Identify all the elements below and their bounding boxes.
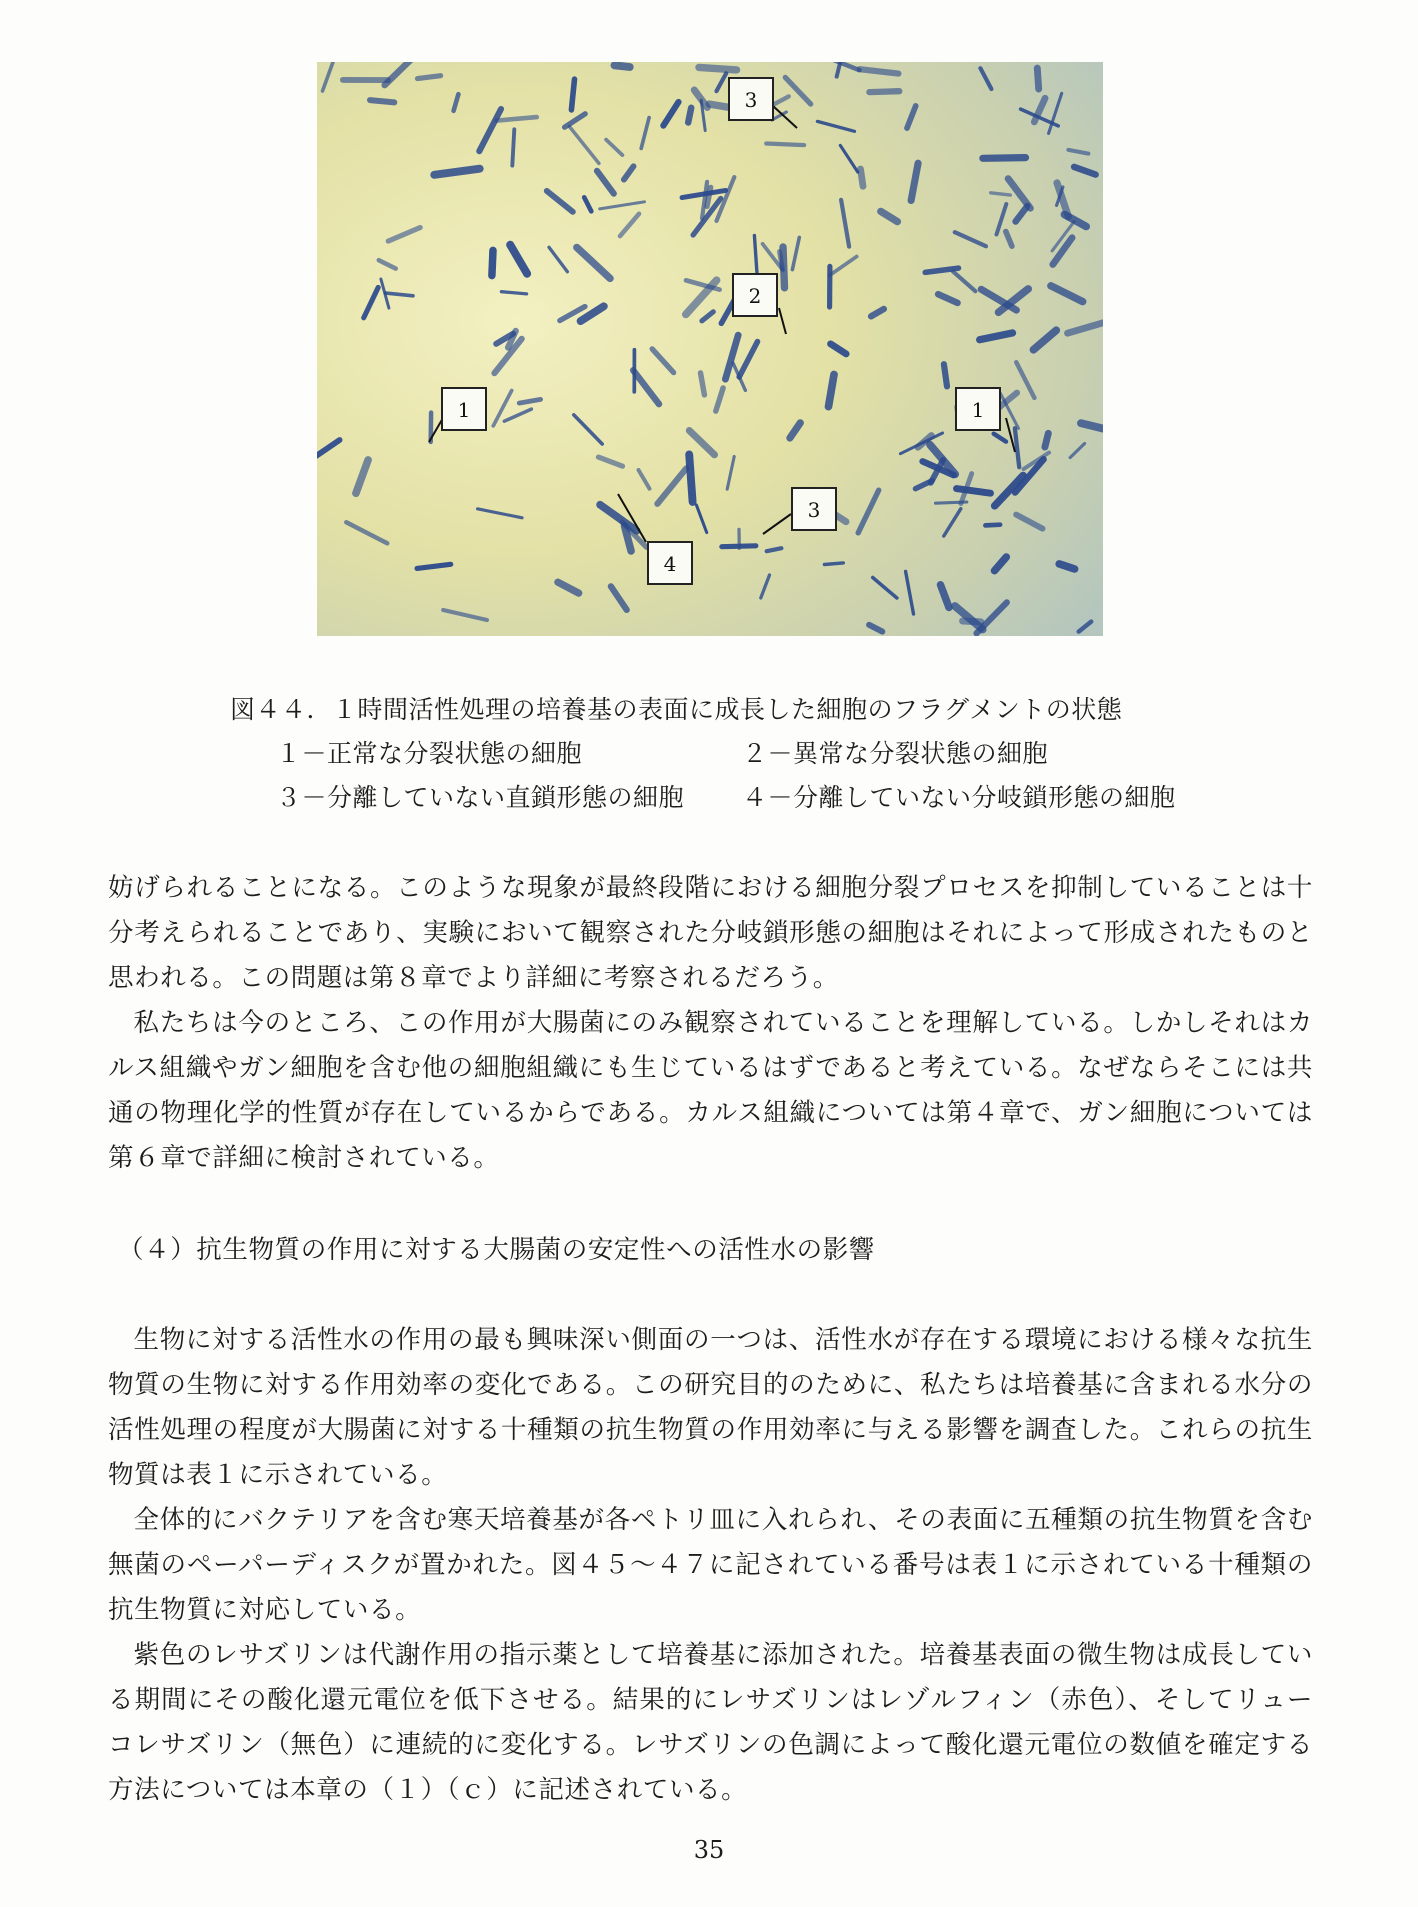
micrograph-image bbox=[317, 62, 1103, 636]
bacterial-cell bbox=[783, 247, 785, 288]
bacterial-cell bbox=[571, 79, 574, 110]
label-number: 2 bbox=[748, 284, 762, 308]
bacterial-cell bbox=[370, 100, 394, 102]
bacterial-cell bbox=[709, 104, 729, 107]
bacterial-cell bbox=[869, 91, 899, 92]
bacterial-cell bbox=[957, 489, 991, 494]
bacterial-cell bbox=[1037, 68, 1038, 89]
label-number: 3 bbox=[744, 88, 758, 112]
caption-legend-1: １－正常な分裂状態の細胞 bbox=[276, 739, 583, 768]
body-text-1 bbox=[108, 866, 1313, 1181]
section-heading: （４）抗生物質の作用に対する大腸菌の安定性への活性水の影響 bbox=[118, 1235, 875, 1265]
caption-legend-2: ２－異常な分裂状態の細胞 bbox=[742, 739, 1049, 768]
bacterial-cell bbox=[688, 108, 691, 123]
paragraph: 私たちは今のところ、この作用が大腸菌にのみ観察されていることを理解している。しかしそれはカルス組織やガン細胞を含む他の細胞組織にも生じているはずであると考えている。なぜならそこには共通の物理化学的性質が存在しているからである。カルス組織については第４章で、ガン細胞については第６章で詳細に検討されている。 bbox=[108, 1008, 1313, 1173]
bacterial-cell bbox=[689, 455, 692, 502]
bacterial-cell bbox=[767, 548, 782, 551]
bacterial-cell bbox=[861, 169, 864, 186]
bacterial-cell bbox=[860, 69, 899, 73]
bacterial-cell bbox=[512, 129, 514, 165]
caption-legend-4: ４－分離していない分岐鎖形態の細胞 bbox=[742, 783, 1176, 812]
bacterial-cell bbox=[418, 76, 441, 79]
page-number: 35 bbox=[693, 1836, 725, 1864]
bacterial-cell bbox=[766, 144, 804, 146]
bacterial-cell bbox=[991, 193, 1011, 195]
body-text-2 bbox=[108, 1318, 1313, 1813]
bacterial-cell bbox=[701, 373, 705, 395]
caption-title: 図４４．１時間活性処理の培養基の表面に成長した細胞のフラグメントの状態 bbox=[230, 695, 1123, 724]
bacterial-cell bbox=[501, 292, 526, 294]
label-number: 1 bbox=[457, 398, 471, 422]
micrograph-figure bbox=[317, 62, 1103, 636]
bacterial-cell bbox=[944, 364, 947, 386]
label-number: 1 bbox=[971, 398, 985, 422]
bacterial-cell bbox=[1059, 564, 1074, 569]
figure-caption bbox=[230, 688, 1230, 820]
bacterial-cell bbox=[824, 563, 843, 565]
label-number: 4 bbox=[663, 552, 677, 576]
micrograph-background bbox=[317, 62, 1103, 636]
bacterial-cell bbox=[829, 375, 835, 407]
bacterial-cell bbox=[615, 65, 630, 67]
paragraph: 全体的にバクテリアを含む寒天培養基が各ペトリ皿に入れられ、その表面に五種類の抗生物質を含む無菌のペーパーディスクが置かれた。図４５～４７に記されている番号は表１に示されている十種類の抗生物質に対応している。 bbox=[108, 1505, 1313, 1625]
bacterial-cell bbox=[699, 67, 737, 70]
paragraph: 紫色のレサズリンは代謝作用の指示薬として培養基に添加された。培養基表面の微生物は成長している期間にその酸化還元電位を低下させる。結果的にレサズリンはレゾルフィン（赤色）、そしてリューコレサズリン（無色）に連続的に変化する。レサズリンの色調によって酸化還元電位の数値を確定する方法については本章の（１）（ｃ）に記述されている。 bbox=[108, 1640, 1313, 1805]
bacterial-cell bbox=[1045, 433, 1048, 447]
label-number: 3 bbox=[807, 498, 821, 522]
bacterial-cell bbox=[722, 546, 756, 547]
paragraph: 生物に対する活性水の作用の最も興味深い側面の一つは、活性水が存在する環境における様々な抗生物質の生物に対する作用効率の変化である。この研究目的のために、私たちは培養基に含まれる水分の活性処理の程度が大腸菌に対する十種類の抗生物質の作用効率に与える影響を調査した。これらの抗生物質は表１に示されている。 bbox=[108, 1325, 1313, 1490]
bacterial-cell bbox=[936, 502, 967, 503]
caption-legend-3: ３－分離していない直鎖形態の細胞 bbox=[276, 783, 685, 812]
bacterial-cell bbox=[985, 525, 1000, 526]
bacterial-cell bbox=[492, 250, 493, 275]
paragraph: 妨げられることになる。このような現象が最終段階における細胞分裂プロセスを抑制していることは十分考えられることであり、実験において観察された分岐鎖形態の細胞はそれによって形成されたものと思われる。この問題は第８章でより詳細に考察されるだろう。 bbox=[108, 873, 1313, 993]
bacterial-cell bbox=[983, 158, 1026, 159]
